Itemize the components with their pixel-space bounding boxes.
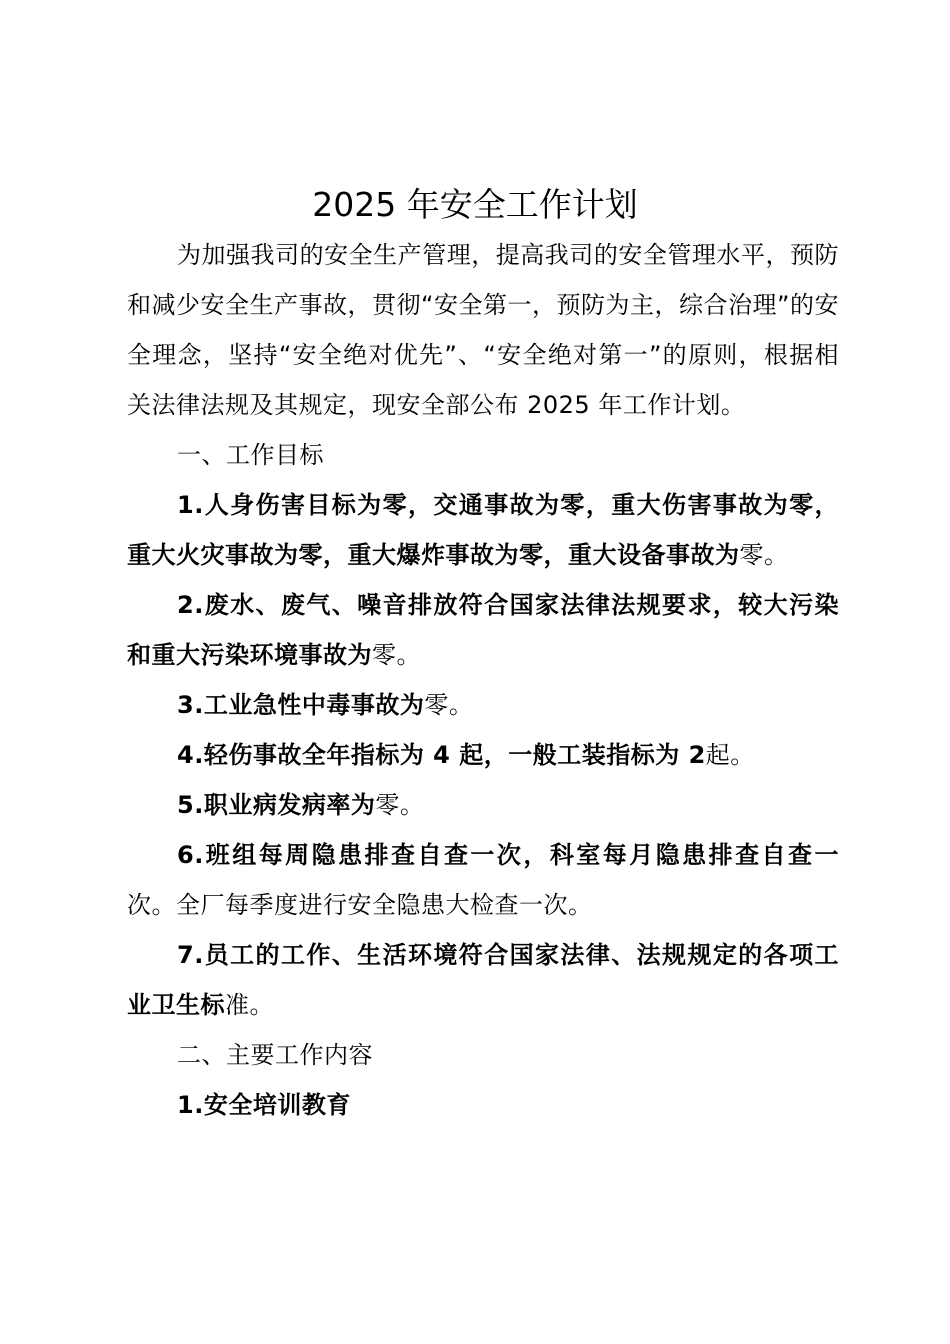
goal-item-1 [127,480,839,580]
goal-item-1-tail: 零。 [739,541,789,569]
section-heading-main-work: 二、主要工作内容 [177,1041,373,1069]
goal-item-7-bold: 7.员工的工作、生活环境符合国家法律、法规规定的各项工业卫生标 [127,941,839,1019]
goal-item-5 [127,780,839,830]
goal-item-2 [127,580,839,680]
goal-item-7 [127,930,839,1030]
goal-item-4-bold: 4.轻伤事故全年指标为 4 起，一般工装指标为 2 [177,741,706,769]
goal-item-3 [127,680,839,730]
goal-item-1-bold: 1.人身伤害目标为零，交通事故为零，重大伤害事故为零，重大火灾事故为零，重大爆炸事故为零，重大设备事故为 [127,491,839,569]
goal-item-6-bold: 6.班组每周隐患排查自查一次，科室每月隐患排查自查一 [177,841,839,869]
goal-item-2-bold: 2.废水、废气、噪音排放符合国家法律法规要求，较大污染和重大污染环境事故为 [127,591,839,669]
goal-item-4 [127,730,839,780]
goal-item-5-bold: 5.职业病发病率为 [177,791,376,819]
intro-paragraph: 为加强我司的安全生产管理，提高我司的安全管理水平，预防和减少安全生产事故，贯彻“安全第一，预防为主，综合治理”的安全理念，坚持“安全绝对优先”、“安全绝对第一”的原则，根据相关法律法规及其规定，现安全部公布 2025 年工作计划。 [127,241,839,419]
document-body [127,230,839,1130]
goal-item-7-tail: 准。 [225,991,274,1019]
goal-item-6 [127,830,839,930]
section-heading-goals: 一、工作目标 [177,441,324,469]
document-title: 2025 年安全工作计划 [312,185,638,224]
subsection-heading-training: 1.安全培训教育 [177,1091,351,1119]
goal-item-3-tail: 零。 [424,691,474,719]
goal-item-4-tail: 起。 [705,741,755,769]
goal-item-6-tail: 次。全厂每季度进行安全隐患大检查一次。 [127,891,593,919]
goal-item-3-bold: 3.工业急性中毒事故为 [177,691,425,719]
goal-item-5-tail: 零。 [375,791,425,819]
goal-item-2-tail: 零。 [372,641,421,669]
